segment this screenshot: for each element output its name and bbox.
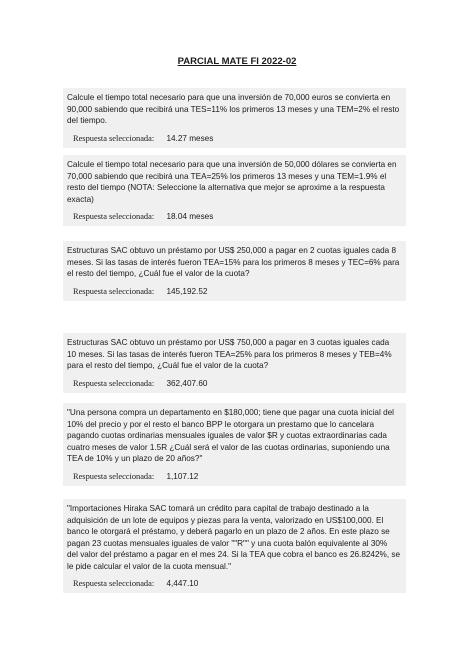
question-text: Estructuras SAC obtuvo un préstamo por US$ 750,000 a pagar en 3 cuotas iguales cada 10 meses. Si las tasas de interés fueron TEA=25% para los primeros 8 meses y TEB=4% para el resto del tiempo, ¿Cuál fue el valor de la cuota? bbox=[67, 338, 392, 370]
question-text: Estructuras SAC obtuvo un préstamo por US$ 250,000 a pagar en 2 cuotas iguales cada 8 meses. Si las tasas de interés fueron TEA=15% para los primeros 8 meses y TEC=6% para el resto del tiempo, ¿Cuál fue el valor de la cuota? bbox=[67, 246, 400, 278]
question-text: "Importaciones Hiraka SAC tomará un crédito para capital de trabajo destinado a la adquisición de un lote de equipos y piezas para la venta, valorizado en US$100,000. El banco le otorgará el préstamo, y deberá pagarlo en un plazo de 2 años. En este plazo se pagan 23 cuotas mensuales iguales de valor ""R"" y una cuota balón equivalente al 30% del valor del préstamo a pagar en el mes 24. Si la TEA que cobra el banco es 26.8242%, se le pide calcular el valor de la cuota mensual." bbox=[67, 504, 401, 571]
answer-row bbox=[67, 471, 400, 482]
answer-row bbox=[67, 133, 400, 144]
question-card-4 bbox=[63, 333, 406, 393]
answer-value: 4,447.10 bbox=[166, 579, 199, 588]
answer-label: Respuesta seleccionada: bbox=[73, 286, 155, 296]
answer-label: Respuesta seleccionada: bbox=[73, 133, 155, 143]
answer-value: 14.27 meses bbox=[166, 133, 214, 143]
question-card-1 bbox=[63, 88, 406, 148]
answer-label: Respuesta seleccionada: bbox=[73, 471, 155, 481]
answer-row bbox=[67, 211, 400, 222]
question-card-5 bbox=[63, 403, 406, 486]
answer-label: Respuesta seleccionada: bbox=[73, 378, 155, 388]
document-title: PARCIAL MATE FI 2022-02 bbox=[177, 56, 297, 67]
answer-label: Respuesta seleccionada: bbox=[73, 579, 155, 588]
question-card-3 bbox=[63, 241, 406, 301]
question-card-6 bbox=[63, 499, 406, 593]
answer-value: 1,107.12 bbox=[166, 471, 199, 481]
answer-value: 362,407.60 bbox=[166, 378, 208, 388]
question-text: Calcule el tiempo total necesario para que una inversión de 50,000 dólares se convierta en 70,000 sabiendo que recibirá una TEA=25% los primeros 13 meses y una TEM=1.9% el resto del tiempo (NOTA: Seleccione la alternativa que mejor se aproxime a la respuesta exacta) bbox=[67, 160, 397, 204]
question-text: Calcule el tiempo total necesario para que una inversión de 70,000 euros se convierta en 90,000 sabiendo que recibirá una TES=11% los primeros 13 meses y una TEM=2% el resto del tiempo. bbox=[67, 93, 400, 125]
answer-row bbox=[67, 378, 400, 389]
answer-row bbox=[67, 578, 400, 589]
answer-row bbox=[67, 286, 400, 297]
answer-value: 18.04 meses bbox=[166, 212, 214, 221]
question-card-2 bbox=[63, 155, 406, 226]
question-text: "Una persona compra un departamento en $180,000; tiene que pagar una cuota inicial del 10% del precio y por el resto el banco BPP le otorgara un prestamo que lo cancelara pagando cuotas ordinarias mensuales iguales de valor $R y cuotas extraordinarias cada cuatro meses de valor 1.5R ¿Cuál será el valor de las cuotas ordinarias, suponiendo una TEA de 10% y un plazo de 20 años?" bbox=[67, 408, 394, 463]
answer-value: 145,192.52 bbox=[166, 286, 208, 296]
answer-label: Respuesta seleccionada: bbox=[73, 212, 155, 221]
